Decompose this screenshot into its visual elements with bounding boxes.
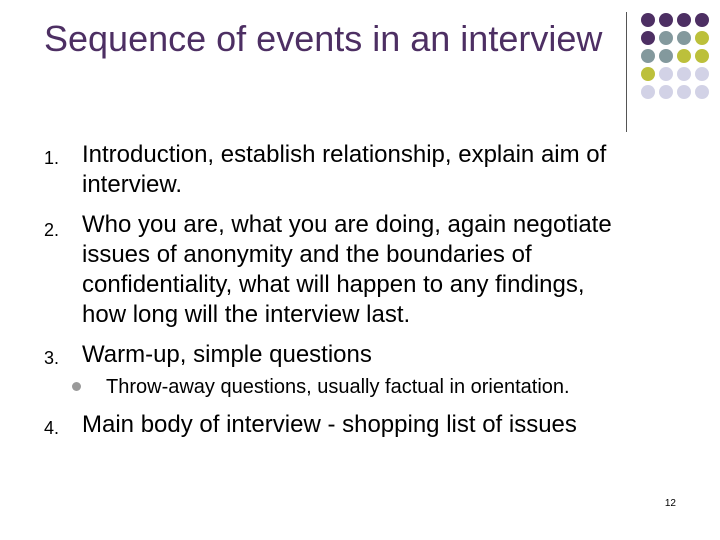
- sub-item-text: Throw-away questions, usually factual in orientation.: [106, 376, 570, 398]
- bullet-dot-icon: [72, 382, 81, 391]
- item-line: confidentiality, what will happen to any findings,: [82, 271, 585, 298]
- slide-title-text: Sequence of events in an interview: [44, 18, 603, 59]
- page-number: 12: [664, 498, 676, 509]
- item-line: interview.: [82, 171, 183, 198]
- item-line: Main body of interview - shopping list of issues: [82, 411, 577, 438]
- item-text: [82, 340, 682, 370]
- item-text: [82, 140, 682, 200]
- item-text: [82, 410, 682, 440]
- item-line: Who you are, what you are doing, again negotiate: [82, 211, 612, 238]
- item-number: 3.: [44, 348, 60, 368]
- item-line: how long will the interview last.: [82, 301, 411, 328]
- item-number: 1.: [44, 148, 60, 168]
- item-number: 4.: [44, 418, 60, 438]
- item-number: 2.: [44, 220, 60, 240]
- item-line: issues of anonymity and the boundaries of: [82, 241, 532, 268]
- item-line: Introduction, establish relationship, explain aim of: [82, 141, 607, 168]
- item-line: Warm-up, simple questions: [82, 341, 372, 368]
- item-text: [82, 210, 682, 330]
